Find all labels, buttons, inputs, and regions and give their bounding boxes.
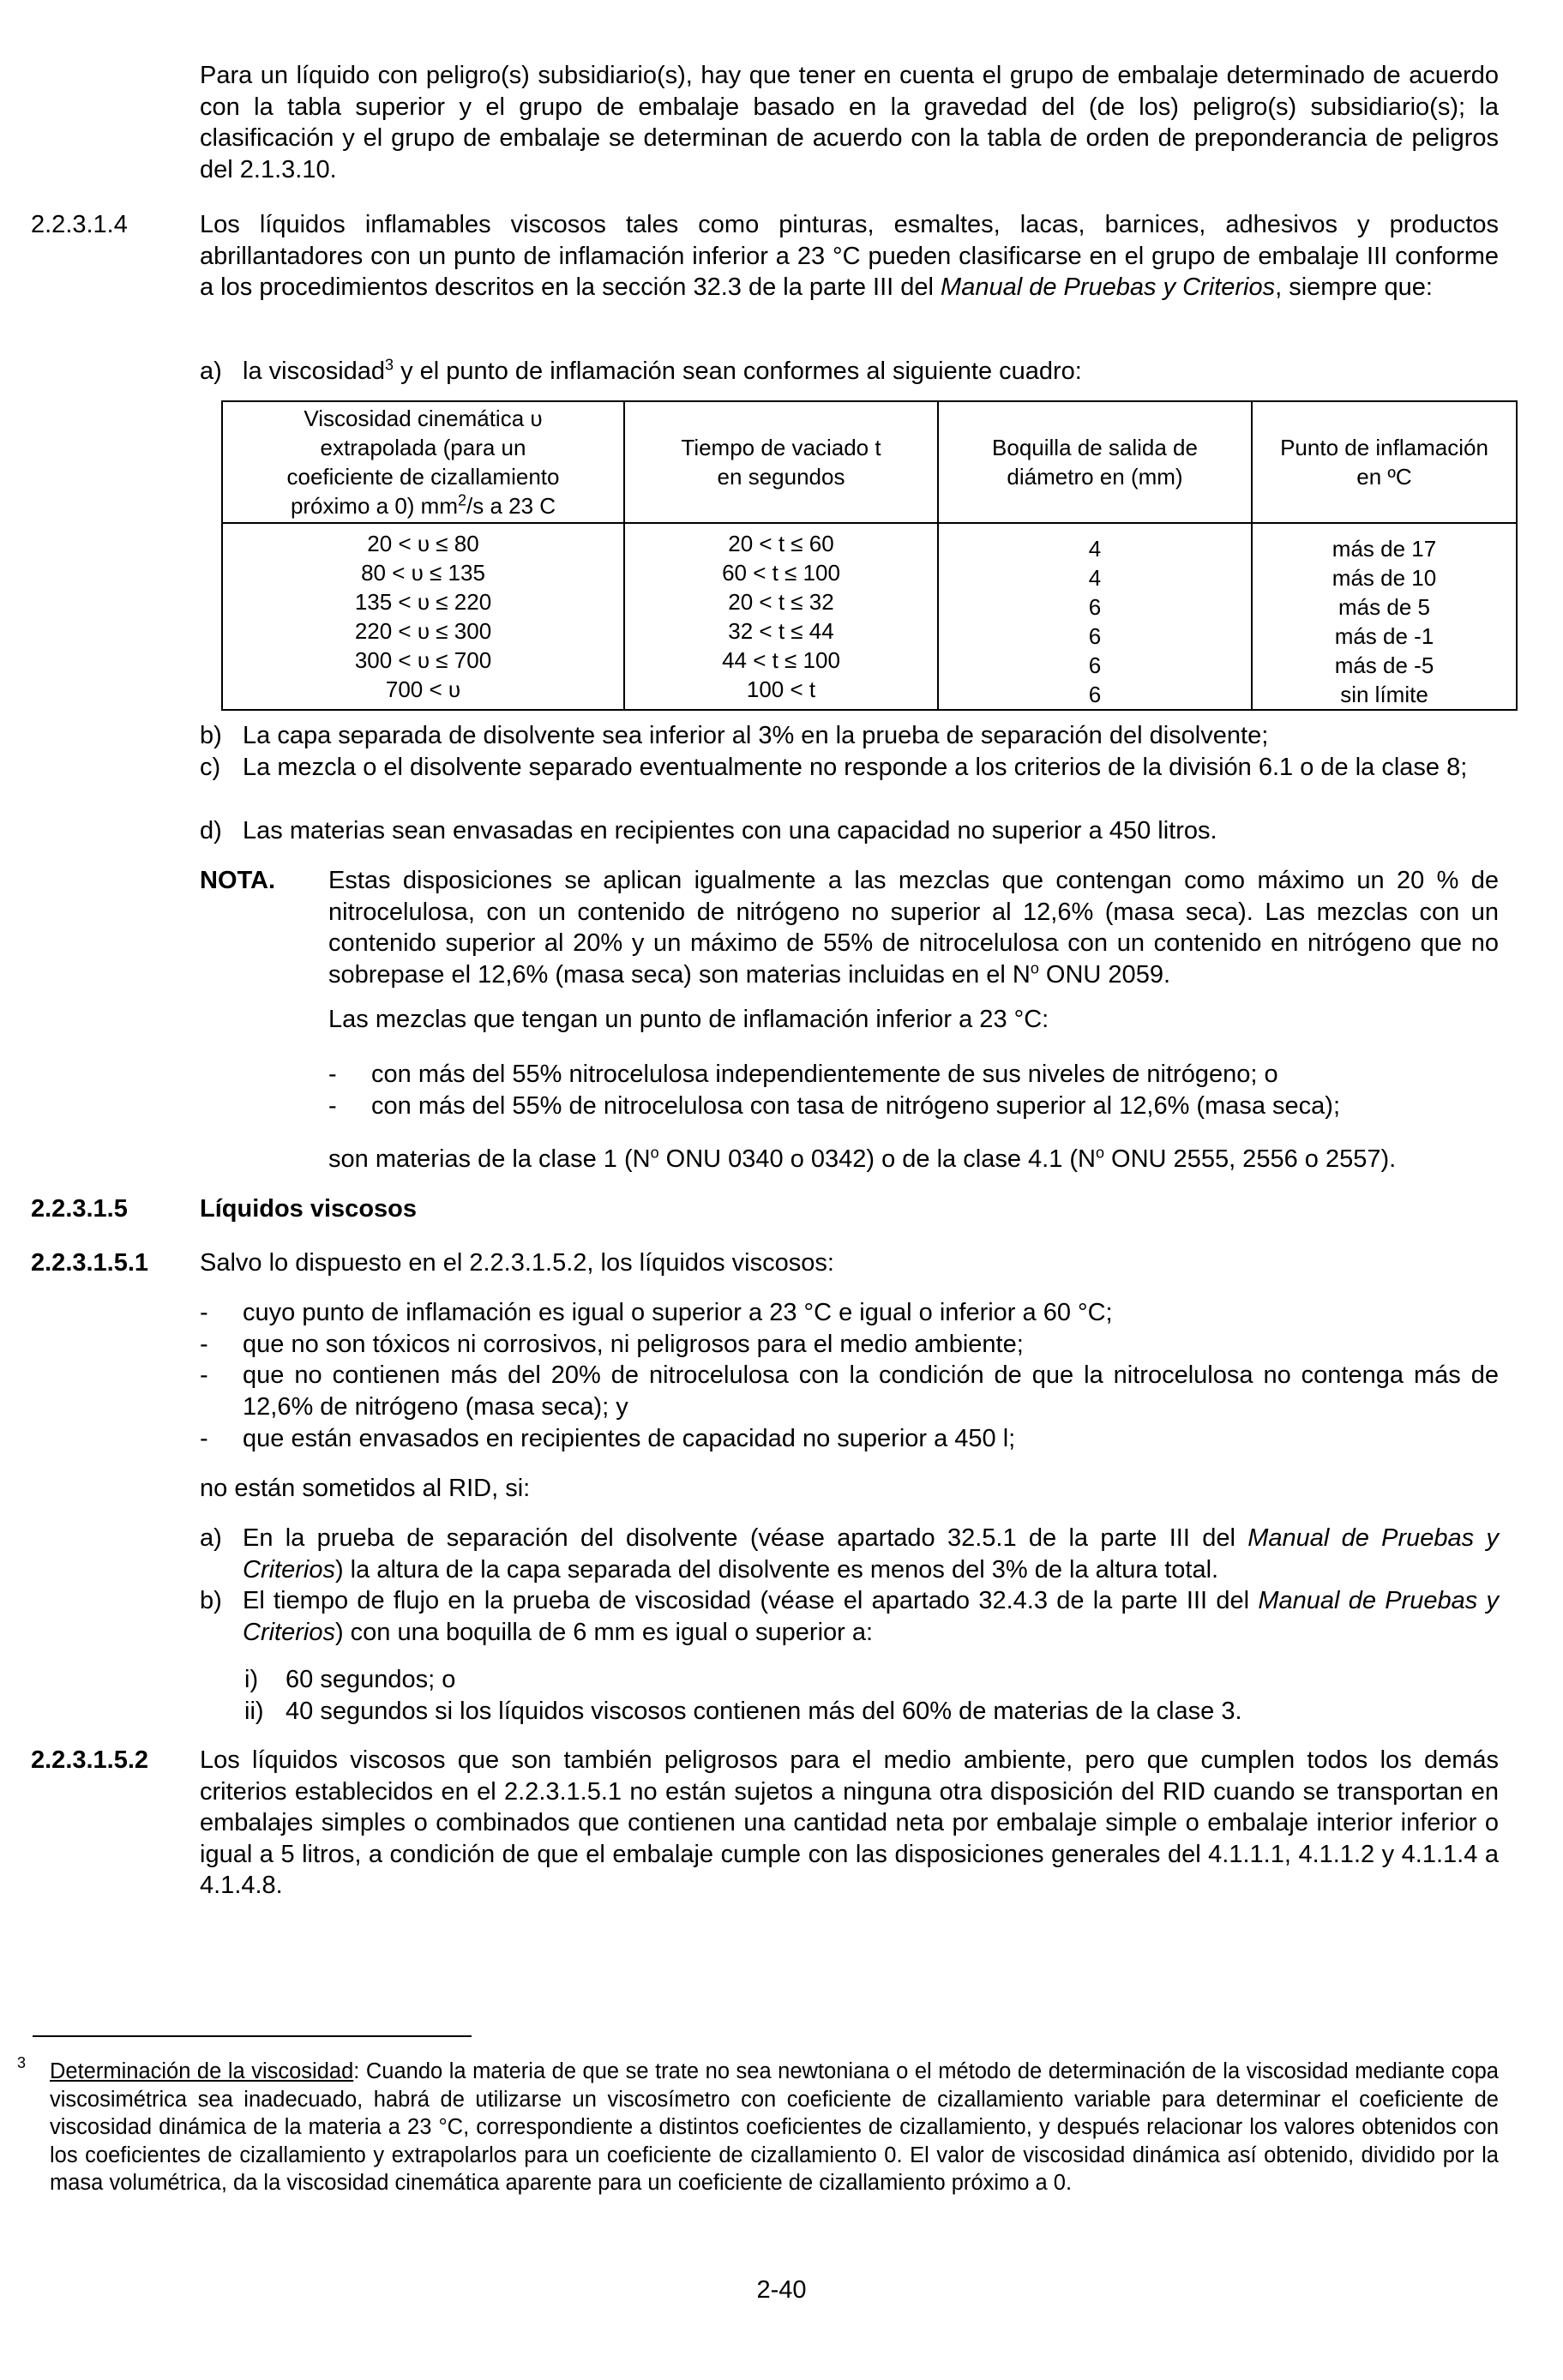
table-cell: 32 < t ≤ 44: [728, 618, 834, 644]
flash-point-values-cell: [1252, 523, 1517, 710]
section-number-2231-4: 2.2.3.1.4: [31, 211, 128, 238]
section-number-2231-5: 2.2.3.1.5: [31, 1195, 128, 1223]
note-paragraph-1: [328, 865, 1499, 990]
item-label: d): [200, 817, 222, 844]
item-label: b): [200, 722, 222, 749]
table-cell: 20 < t ≤ 32: [728, 589, 834, 615]
note-paragraph-2: Las mezclas que tengan un punto de inflamación inferior a 23 °C:: [328, 1006, 1049, 1033]
note-text: ONU 0340 o 0342) o de la clase 4.1 (N: [658, 1145, 1096, 1173]
item-label: ii): [244, 1698, 264, 1725]
section-number-2231-5-2: 2.2.3.1.5.2: [31, 1746, 149, 1774]
item-text: La capa separada de disolvente sea inferior al 3% en la prueba de separación del disolvente;: [243, 722, 1269, 749]
note-label: NOTA.: [200, 867, 276, 894]
condition-dash-4: [200, 1423, 1499, 1455]
note-text: ONU 2059.: [1038, 960, 1171, 989]
item-text: Las materias sean envasadas en recipientes con una capacidad no superior a 450 litros.: [243, 817, 1217, 844]
viscosity-values-cell: [222, 523, 624, 710]
item-label: a): [200, 1524, 222, 1552]
item-label: a): [200, 358, 222, 385]
table-cell: 20 < υ ≤ 80: [367, 531, 479, 556]
manual-title-italic: Manual de Pruebas y Criterios: [243, 1587, 1499, 1646]
item-label: b): [200, 1587, 222, 1614]
table-cell: 100 < t: [746, 676, 816, 702]
section-title-viscous-liquids: Líquidos viscosos: [200, 1195, 417, 1223]
superscript: 2: [457, 491, 466, 509]
item-text: 60 segundos; o: [286, 1666, 456, 1693]
footnote-separator: [33, 2035, 472, 2037]
superscript: o: [1030, 959, 1039, 977]
superscript: o: [1095, 1144, 1104, 1162]
criterion-a: [200, 1523, 1499, 1585]
header-nozzle: [938, 401, 1252, 523]
dash-bullet: -: [200, 1425, 208, 1452]
table-cell: más de -1: [1334, 623, 1434, 649]
header-line: extrapolada (para un: [320, 435, 526, 460]
page-number: 2-40: [756, 2276, 807, 2304]
condition-dash-2: [200, 1329, 1499, 1361]
table-cell: sin límite: [1340, 682, 1428, 707]
table-cell: 4: [1088, 565, 1102, 591]
table-body-row: [222, 523, 1517, 710]
table-cell: 44 < t ≤ 100: [722, 647, 840, 673]
header-line: [228, 491, 618, 520]
header-flash-point: [1252, 401, 1517, 523]
note-dash-2: [328, 1091, 1499, 1122]
viscosity-table: [221, 400, 1518, 711]
dash-text: que no contienen más del 20% de nitrocelulosa con la condición de que la nitrocelulosa no contenga más de 12,6% de nitrógeno (masa seca); y: [243, 1361, 1499, 1421]
manual-title-italic: Manual de Pruebas y Criterios: [941, 273, 1276, 301]
header-viscosity: [222, 401, 624, 523]
table-cell: más de -5: [1334, 652, 1434, 678]
dash-bullet: -: [200, 1361, 208, 1389]
footnote-title: Determinación de la viscosidad: [50, 2059, 354, 2083]
table-cell: 220 < υ ≤ 300: [354, 618, 492, 644]
item-text: ) la altura de la capa separada del disolvente es menos del 3% de la altura total.: [334, 1555, 1219, 1584]
table-cell: 6: [1088, 652, 1102, 678]
item-label: i): [244, 1666, 259, 1693]
item-text: La mezcla o el disolvente separado eventualmente no responde a los criterios de la división 6.1 o de la clase 8;: [243, 754, 1468, 781]
note-dash-1: [328, 1059, 1499, 1091]
section-number-2231-5-1: 2.2.3.1.5.1: [31, 1249, 149, 1277]
section-text-part: , siempre que:: [1275, 273, 1433, 301]
item-text: y el punto de inflamación sean conformes al siguiente cuadro:: [394, 358, 1082, 385]
table-cell: 6: [1088, 594, 1102, 620]
section-2231-5-2-text: Los líquidos viscosos que son también peligrosos para el medio ambiente, pero que cumplen todos los demás criterios establecidos en el 2.2.3.1.5.1 no están sujetos a ninguna otra disposición del RID cuando se transportan en embalajes simples o combinados que contienen una cantidad neta por embalaje simple o embalaje interior inferior o igual a 5 litros, a condición de que el embalaje cumple con las disposiciones generales del 4.1.1.1, 4.1.1.2 y 4.1.1.4 a 4.1.4.8.: [200, 1746, 1499, 1899]
item-b-solvent-layer: [200, 720, 1499, 752]
note-text: ONU 2555, 2556 o 2557).: [1104, 1145, 1397, 1173]
item-text: En la prueba de separación del disolvente (véase apartado 32.5.1 de la parte III del: [243, 1524, 1248, 1552]
footnote-text: : Cuando la materia de que se trate no sea newtoniana o el método de determinación de la viscosidad mediante copa viscosimétrica sea inadecuado, habrá de utilizarse un viscosímetro con coeficiente de cizallamiento variable para determinar el coeficiente de viscosidad dinámica de la materia a 23 °C, correspondiente a distintos coeficientes de cizallamiento, y después relacionar los valores obtenidos con los coeficientes de cizallamiento y extrapolarlos para un coeficiente de cizallamiento 0. El valor de viscosidad dinámica así obtenido, dividido por la masa volumétrica, da la viscosidad cinemática aparente para un coeficiente de cizallamiento próximo a 0.: [50, 2059, 1499, 2195]
table-cell: 135 < υ ≤ 220: [354, 589, 492, 615]
header-line: en segundos: [717, 464, 845, 490]
dash-bullet: -: [200, 1331, 208, 1358]
table-cell: 6: [1088, 623, 1102, 649]
table-cell: más de 10: [1332, 565, 1437, 591]
header-line: Punto de inflamación: [1280, 435, 1488, 460]
criterion-b: [200, 1585, 1499, 1648]
footnote-viscosity: [17, 2054, 1499, 2197]
table-cell: 60 < t ≤ 100: [722, 560, 840, 586]
note-text: Estas disposiciones se aplican igualmente a las mezclas que contengan como máximo un 20 % de nitrocelulosa, con un contenido de nitrógeno no superior al 12,6% (masa seca). Las mezclas con un contenido superior al 20% y un máximo de 55% de nitrocelulosa con un contenido en nitrógeno que no sobrepase el 12,6% (masa seca) son materias incluidas en el N: [328, 867, 1499, 989]
section-2231-4-text: [200, 209, 1499, 304]
table-cell: 6: [1088, 682, 1102, 707]
dash-bullet: -: [328, 1092, 337, 1120]
section-text-part: Los líquidos inflamables viscosos tales como pinturas, esmaltes, lacas, barnices, adhesivos y productos abrillantadores con un punto de inflamación inferior a 23 °C pueden clasificarse en el grupo de embalaje III conforme a los procedimientos descritos en la sección 32.3 de la parte III del: [200, 211, 1499, 301]
sub-item-ii: [244, 1696, 1499, 1728]
item-d-packaging: [200, 815, 1499, 847]
header-line: coeficiente de cizallamiento: [286, 464, 560, 490]
dash-text: con más del 55% nitrocelulosa independientemente de sus niveles de nitrógeno; o: [371, 1061, 1278, 1088]
table-cell: más de 5: [1338, 594, 1430, 620]
table-cell: 20 < t ≤ 60: [728, 531, 834, 556]
header-text: próximo a 0) mm: [290, 493, 458, 519]
sub-item-i: [244, 1664, 1499, 1696]
dash-text: cuyo punto de inflamación es igual o superior a 23 °C e igual o inferior a 60 °C;: [243, 1299, 1113, 1326]
dash-bullet: -: [200, 1299, 208, 1326]
item-text: El tiempo de flujo en la prueba de viscosidad (véase el apartado 32.4.3 de la parte III del: [243, 1587, 1259, 1614]
header-line: Viscosidad cinemática υ: [304, 406, 543, 431]
item-a-viscosity: [200, 356, 1499, 388]
header-flow-time: [624, 401, 938, 523]
table-header-row: [222, 401, 1517, 523]
item-text: ) con una boquilla de 6 mm es igual o superior a:: [334, 1618, 874, 1646]
note-text: son materias de la clase 1 (N: [328, 1145, 651, 1173]
header-text: /s a 23 C: [466, 493, 556, 519]
header-line: Boquilla de salida de: [992, 435, 1198, 460]
dash-bullet: -: [328, 1061, 337, 1088]
section-2231-5-1-intro: Salvo lo dispuesto en el 2.2.3.1.5.2, los líquidos viscosos:: [200, 1249, 834, 1277]
flow-time-values-cell: [624, 523, 938, 710]
header-line: diámetro en (mm): [1007, 464, 1183, 490]
condition-dash-3: [200, 1360, 1499, 1422]
dash-text: que no son tóxicos ni corrosivos, ni peligrosos para el medio ambiente;: [243, 1331, 1024, 1358]
item-label: c): [200, 754, 221, 781]
dash-text: que están envasados en recipientes de capacidad no superior a 450 l;: [243, 1425, 1016, 1452]
not-subject-text: no están sometidos al RID, si:: [200, 1475, 531, 1502]
nozzle-values-cell: [938, 523, 1252, 710]
table-cell: 300 < υ ≤ 700: [354, 647, 492, 673]
item-text: la viscosidad: [243, 358, 386, 385]
intro-paragraph: Para un líquido con peligro(s) subsidiario(s), hay que tener en cuenta el grupo de embalaje determinado de acuerdo con la tabla superior y el grupo de embalaje basado en la gravedad del (de los) peligro(s) subsidiario(s); la clasificación y el grupo de embalaje se determinan de acuerdo con la tabla de orden de preponderancia de peligros del 2.1.3.10.: [200, 62, 1499, 183]
header-line: Tiempo de vaciado t: [681, 435, 881, 460]
item-c-mixture: [200, 752, 1499, 784]
header-line: en ºC: [1356, 464, 1412, 490]
note-paragraph-3: [328, 1144, 1499, 1175]
superscript: o: [650, 1144, 659, 1162]
manual-title-italic: Manual de Pruebas y Criterios: [243, 1524, 1499, 1584]
table-cell: más de 17: [1332, 536, 1437, 562]
table-cell: 80 < υ ≤ 135: [361, 560, 485, 586]
table-cell: 700 < υ: [385, 676, 461, 702]
table-cell: 4: [1088, 536, 1102, 562]
item-text: 40 segundos si los líquidos viscosos contienen más del 60% de materias de la clase 3.: [286, 1698, 1242, 1725]
condition-dash-1: [200, 1297, 1499, 1329]
footnote-mark: 3: [17, 2054, 27, 2071]
footnote-reference[interactable]: 3: [385, 356, 394, 374]
dash-text: con más del 55% de nitrocelulosa con tasa de nitrógeno superior al 12,6% (masa seca);: [371, 1092, 1341, 1120]
